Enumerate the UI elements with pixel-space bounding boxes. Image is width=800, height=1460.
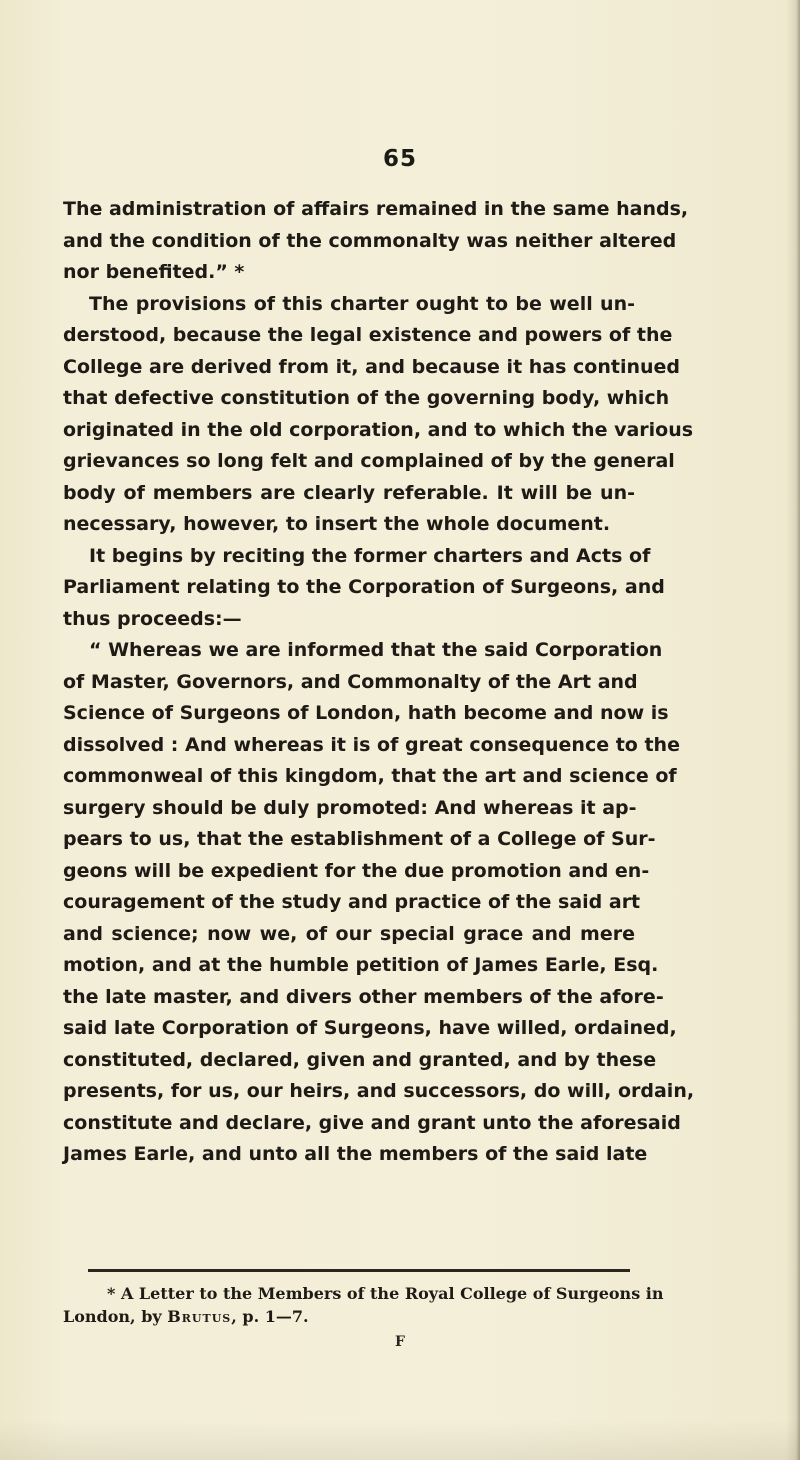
- text-line: body of members are clearly referable. It will be un-: [63, 481, 635, 504]
- text-line: necessary, however, to insert the whole document.: [63, 513, 611, 535]
- text-line: Science of Surgeons of London, hath become and now is: [63, 702, 669, 724]
- text-line: It begins by reciting the former charters and Acts of: [89, 544, 651, 567]
- text-line: derstood, because the legal existence and powers of the: [63, 324, 673, 346]
- page-edge-shadow: [786, 0, 800, 1460]
- text-line: dissolved : And whereas it is of great consequence to the: [63, 733, 680, 756]
- text-line: nor benefited.” *: [63, 261, 245, 283]
- text-line: Parliament relating to the Corporation of Surgeons, and: [63, 576, 665, 598]
- text-line: James Earle, and unto all the members of the said late: [63, 1143, 648, 1165]
- page-bottom-edge: [0, 1420, 800, 1460]
- page-number: 65: [382, 146, 417, 172]
- footnote: [63, 1282, 664, 1328]
- text-line: constitute and declare, give and grant unto the aforesaid: [63, 1111, 681, 1134]
- text-line: said late Corporation of Surgeons, have willed, ordained,: [63, 1017, 677, 1039]
- footnote-line: [63, 1305, 635, 1328]
- footnote-text: London, by: [63, 1307, 168, 1326]
- text-line: and the condition of the commonalty was neither altered: [63, 229, 677, 252]
- text-line: presents, for us, our heirs, and successors, do will, ordain,: [63, 1080, 695, 1102]
- text-line: “ Whereas we are informed that the said Corporation: [89, 639, 663, 661]
- text-line: pears to us, that the establishment of a College of Sur-: [63, 828, 656, 850]
- footnote-rule: [88, 1269, 630, 1272]
- text-line: motion, and at the humble petition of James Earle, Esq.: [63, 954, 659, 976]
- text-line: couragement of the study and practice of the said art: [63, 891, 641, 913]
- text-line: commonweal of this kingdom, that the art and science of: [63, 765, 677, 787]
- text-line: and science; now we, of our special grace and mere: [63, 922, 635, 945]
- text-line: the late master, and divers other members of the afore-: [63, 985, 664, 1008]
- text-line: surgery should be duly promoted: And whereas it ap-: [63, 796, 637, 819]
- footnote-pages: , p. 1—7.: [231, 1307, 309, 1326]
- text-line: constituted, declared, given and granted, and by these: [63, 1048, 657, 1071]
- signature-mark: F: [395, 1334, 405, 1350]
- text-line: that defective constitution of the governing body, which: [63, 387, 670, 409]
- text-line: grievances so long felt and complained of by the general: [63, 450, 675, 472]
- footnote-line: * A Letter to the Members of the Royal College of Surgeons in: [107, 1284, 664, 1303]
- text-line: geons will be expedient for the due promotion and en-: [63, 859, 650, 882]
- footnote-author: Brutus: [167, 1307, 232, 1326]
- text-line: originated in the old corporation, and to which the various: [63, 418, 694, 441]
- text-line: of Master, Governors, and Commonalty of the Art and: [63, 670, 638, 693]
- text-line: thus proceeds:—: [63, 607, 242, 630]
- text-line: The administration of affairs remained in the same hands,: [63, 198, 689, 220]
- body-text: [63, 194, 695, 1171]
- text-line: College are derived from it, and because it has continued: [63, 355, 681, 378]
- text-line: The provisions of this charter ought to be well un-: [89, 292, 635, 315]
